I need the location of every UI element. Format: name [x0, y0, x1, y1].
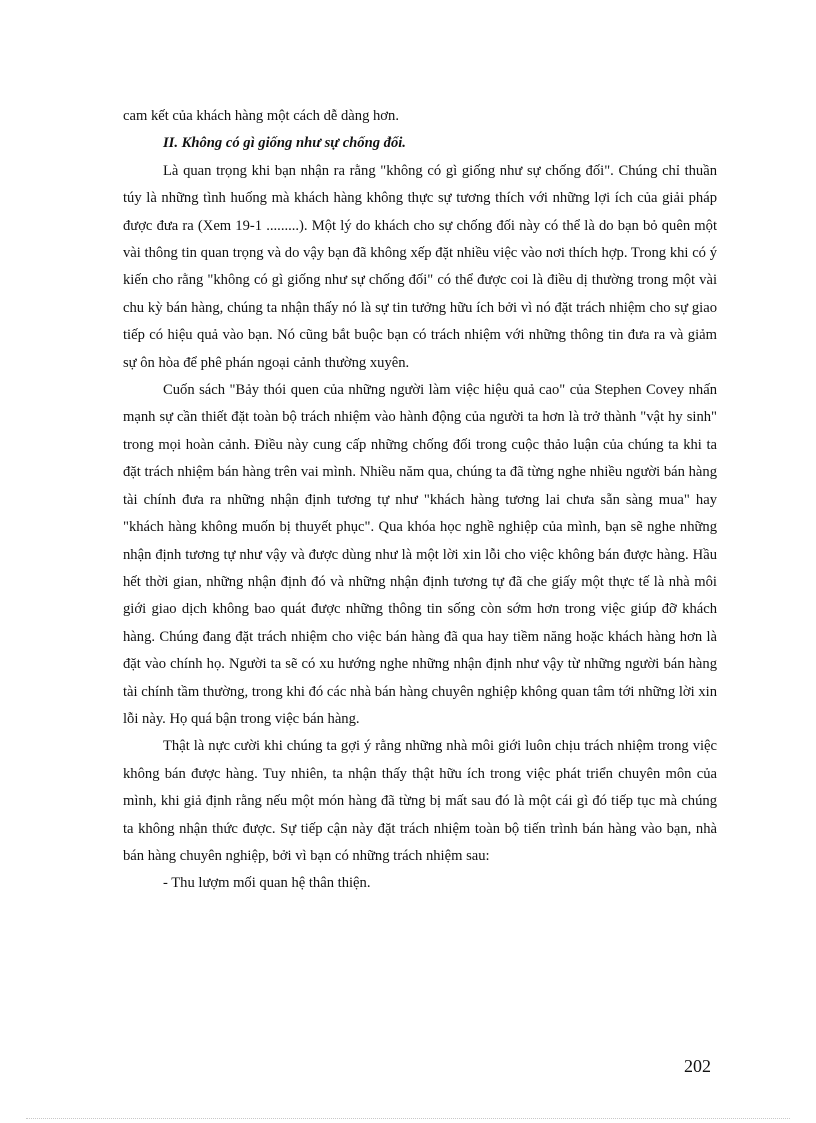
- bullet-item: - Thu lượm mối quan hệ thân thiện.: [163, 875, 371, 892]
- bottom-divider: [26, 1118, 790, 1119]
- paragraph-3: Thật là nực cười khi chúng ta gợi ý rằng những nhà môi giới luôn chịu trách nhiệm trong việc không bán được hàng. Tuy nhiên, ta nhận thấy thật hữu ích trong việc phát triển chuyên môn của mình, khi giả định rằng nếu một món hàng đã từng bị mất sau đó là một cái gì đó tiếp tục mà chúng ta không nhận thức được. Sự tiếp cận này đặt trách nhiệm toàn bộ tiến trình bán hàng vào bạn, nhà bán hàng chuyên nghiệp, bởi vì bạn có những trách nhiệm sau:: [123, 738, 717, 864]
- opening-line: cam kết của khách hàng một cách dễ dàng hơn.: [123, 108, 399, 124]
- paragraph-1: Là quan trọng khi bạn nhận ra rằng "không có gì giống như sự chống đối". Chúng chỉ thuần túy là những tình huống mà khách hàng không thực sự tương thích với những lợi ích của giải pháp được đưa ra (Xem 19-1 .........). Một lý do khách cho sự chống đối này có thể là do bạn bỏ quên một vài thông tin quan trọng và do vậy bạn đã không xếp đặt nhiều việc vào nơi thích hợp. Trong khi có ý kiến cho rằng "không có gì giống như sự chống đối" có thể được coi là điều dị thường trong một vài chu kỳ bán hàng, chúng ta nhận thấy nó là sự tin tưởng hữu ích bởi vì nó đặt trách nhiệm cho sự giao tiếp có hiệu quả vào bạn. Nó cũng bắt buộc bạn có trách nhiệm với những thông tin đưa ra và giảm sự ôn hòa để phê phán ngoại cảnh thường xuyên.: [123, 162, 717, 371]
- page-number: 202: [684, 1056, 711, 1076]
- paragraph-2: Cuốn sách "Bảy thói quen của những người làm việc hiệu quả cao" của Stephen Covey nhấn mạnh sự cần thiết đặt toàn bộ trách nhiệm vào hành động của người ta hơn là trở thành "vật hy sinh" trong mọi hoàn cảnh. Điều này cung cấp những chống đối trong cuộc thảo luận của chúng ta khi ta đặt trách nhiệm bán hàng trên vai mình. Nhiều năm qua, chúng ta đã từng nghe nhiều người bán hàng tài chính đưa ra những nhận định tương tự như "khách hàng tương lai chưa sẵn sàng mua" hay "khách hàng không muốn bị thuyết phục". Qua khóa học nghề nghiệp của mình, bạn sẽ nghe những nhận định tương tự như vậy và được dùng như là một lời xin lỗi cho việc không bán được hàng. Hầu hết thời gian, những nhận định đó và những nhận định tương tự đã che giấy một thực tế là nhà môi giới giao dịch không bao quát được những thông tin sống còn sớm hơn trong việc giúp đỡ khách hàng. Chúng đang đặt trách nhiệm cho việc bán hàng đã qua hay tiềm năng hoặc khách hàng hơn là đặt vào chính họ. Người ta sẽ có xu hướng nghe những nhận định như vậy từ những người bán hàng tài chính tầm thường, trong khi đó các nhà bán hàng chuyên nghiệp không quan tâm tới những lời xin lỗi này. Họ quá bận trong việc bán hàng.: [123, 382, 717, 727]
- body-text: [123, 103, 717, 898]
- section-heading: II. Không có gì giống như sự chống đối.: [163, 135, 406, 152]
